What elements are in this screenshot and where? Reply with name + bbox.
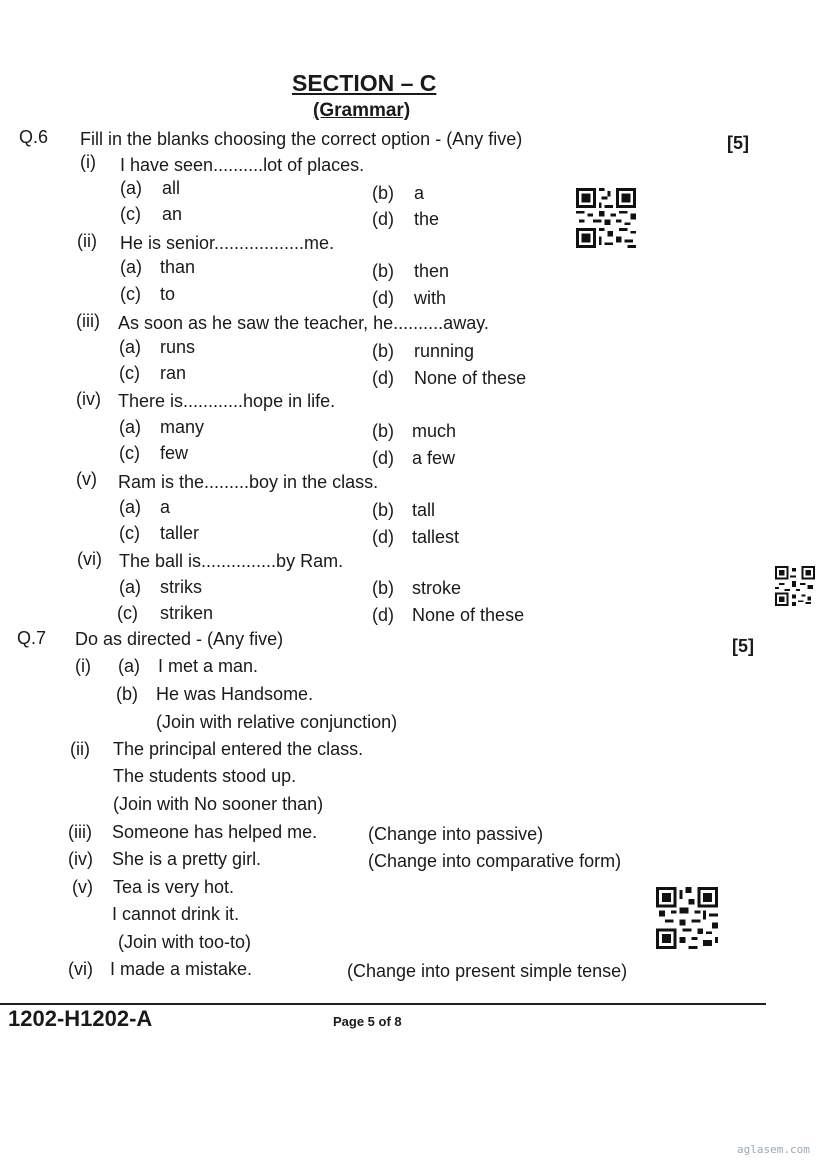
option-label: (c)	[120, 284, 141, 304]
option-text: ran	[160, 363, 187, 383]
option-text: runs	[160, 337, 196, 357]
q7-item-text: The students stood up.	[113, 766, 297, 786]
option-text: a few	[412, 448, 456, 468]
option-text: striks	[160, 577, 202, 597]
option-label: (c)	[120, 204, 141, 224]
section-title: SECTION – C	[292, 70, 437, 96]
q6-item-text: There is............hope in life.	[118, 391, 336, 411]
option-label: (a)	[119, 417, 141, 437]
option-label: (a)	[120, 257, 142, 277]
option-text: the	[414, 209, 440, 229]
option-label: (d)	[372, 527, 394, 547]
option-text: a	[414, 183, 425, 203]
option-label: (d)	[372, 209, 394, 229]
footer-rule	[0, 1003, 766, 1005]
page-number: Page 5 of 8	[333, 1014, 402, 1029]
option-label: (d)	[372, 605, 394, 625]
q7-direction: (Change into comparative form)	[368, 851, 622, 871]
q7-direction: (Join with relative conjunction)	[156, 712, 398, 732]
option-label: (b)	[372, 261, 394, 281]
qr-code-top	[576, 188, 636, 248]
option-text: then	[414, 261, 450, 281]
option-text: a	[160, 497, 171, 517]
option-text: all	[162, 178, 181, 198]
q6-item-text: Ram is the.........boy in the class.	[118, 472, 379, 492]
q6-item-number: (i)	[80, 152, 96, 172]
section-subtitle: (Grammar)	[313, 100, 411, 121]
option-text: few	[160, 443, 189, 463]
option-label: (a)	[119, 337, 141, 357]
q6-item-number: (vi)	[77, 549, 102, 569]
option-label: (d)	[372, 448, 394, 468]
q7-item-number: (vi)	[68, 959, 93, 979]
option-text: many	[160, 417, 205, 437]
option-text: None of these	[412, 605, 525, 625]
q7-item-number: (iv)	[68, 849, 93, 869]
option-text: tallest	[412, 527, 460, 547]
option-text: None of these	[414, 368, 527, 388]
q6-number: Q.6	[19, 127, 49, 147]
q7-item-text: I met a man.	[158, 656, 259, 676]
q7-direction: (Change into present simple tense)	[347, 961, 628, 981]
option-label: (b)	[372, 500, 394, 520]
q7-direction: (Change into passive)	[368, 824, 544, 844]
option-text: stroke	[412, 578, 462, 598]
q6-item-text: As soon as he saw the teacher, he..........away.	[118, 313, 489, 333]
option-label: (c)	[119, 363, 140, 383]
option-label: (a)	[119, 577, 141, 597]
watermark-text: aglasem.com	[737, 1143, 810, 1156]
q7-marks: [5]	[732, 636, 754, 656]
qr-code-margin	[775, 566, 815, 606]
option-text: an	[162, 204, 183, 224]
option-label: (a)	[120, 178, 142, 198]
qr-code-bottom	[656, 887, 718, 949]
q7-item-text: Tea is very hot.	[113, 877, 235, 897]
sub-label: (a)	[118, 656, 140, 676]
q7-item-text: He was Handsome.	[156, 684, 314, 704]
q7-item-text: I cannot drink it.	[112, 904, 240, 924]
paper-code: 1202-H1202-A	[8, 1006, 153, 1031]
option-label: (d)	[372, 288, 394, 308]
q7-item-text: The principal entered the class.	[113, 739, 364, 759]
option-label: (b)	[372, 341, 394, 361]
sub-label: (b)	[116, 684, 138, 704]
option-text: than	[160, 257, 196, 277]
option-label: (c)	[119, 443, 140, 463]
option-text: tall	[412, 500, 436, 520]
q6-item-number: (iii)	[76, 311, 100, 331]
q7-item-text: Someone has helped me.	[112, 822, 318, 842]
option-label: (a)	[119, 497, 141, 517]
option-label: (d)	[372, 368, 394, 388]
option-label: (b)	[372, 578, 394, 598]
q6-item-number: (iv)	[76, 389, 101, 409]
option-text: running	[414, 341, 475, 361]
q6-item-text: He is senior..................me.	[120, 233, 335, 253]
option-label: (b)	[372, 183, 394, 203]
option-text: taller	[160, 523, 200, 543]
q6-item-text: I have seen..........lot of places.	[120, 155, 365, 175]
q7-item-text: I made a mistake.	[110, 959, 253, 979]
option-text: striken	[160, 603, 214, 623]
q7-direction: (Join with too-to)	[118, 932, 252, 952]
q7-item-number: (v)	[72, 877, 93, 897]
option-label: (c)	[119, 523, 140, 543]
q6-item-text: The ball is...............by Ram.	[119, 551, 344, 571]
q7-item-number: (i)	[75, 656, 91, 676]
q7-number: Q.7	[17, 628, 47, 648]
option-text: much	[412, 421, 457, 441]
q7-direction: (Join with No sooner than)	[113, 794, 324, 814]
q7-item-text: She is a pretty girl.	[112, 849, 262, 869]
q6-marks: [5]	[727, 133, 749, 153]
option-text: to	[160, 284, 176, 304]
option-label: (b)	[372, 421, 394, 441]
q6-item-number: (v)	[76, 469, 97, 489]
option-text: with	[414, 288, 447, 308]
q7-item-number: (ii)	[70, 739, 90, 759]
q6-item-number: (ii)	[77, 231, 97, 251]
q6-instruction: Fill in the blanks choosing the correct option - (Any five)	[80, 129, 523, 149]
q7-instruction: Do as directed - (Any five)	[75, 629, 284, 649]
q7-item-number: (iii)	[68, 822, 92, 842]
option-label: (c)	[117, 603, 138, 623]
